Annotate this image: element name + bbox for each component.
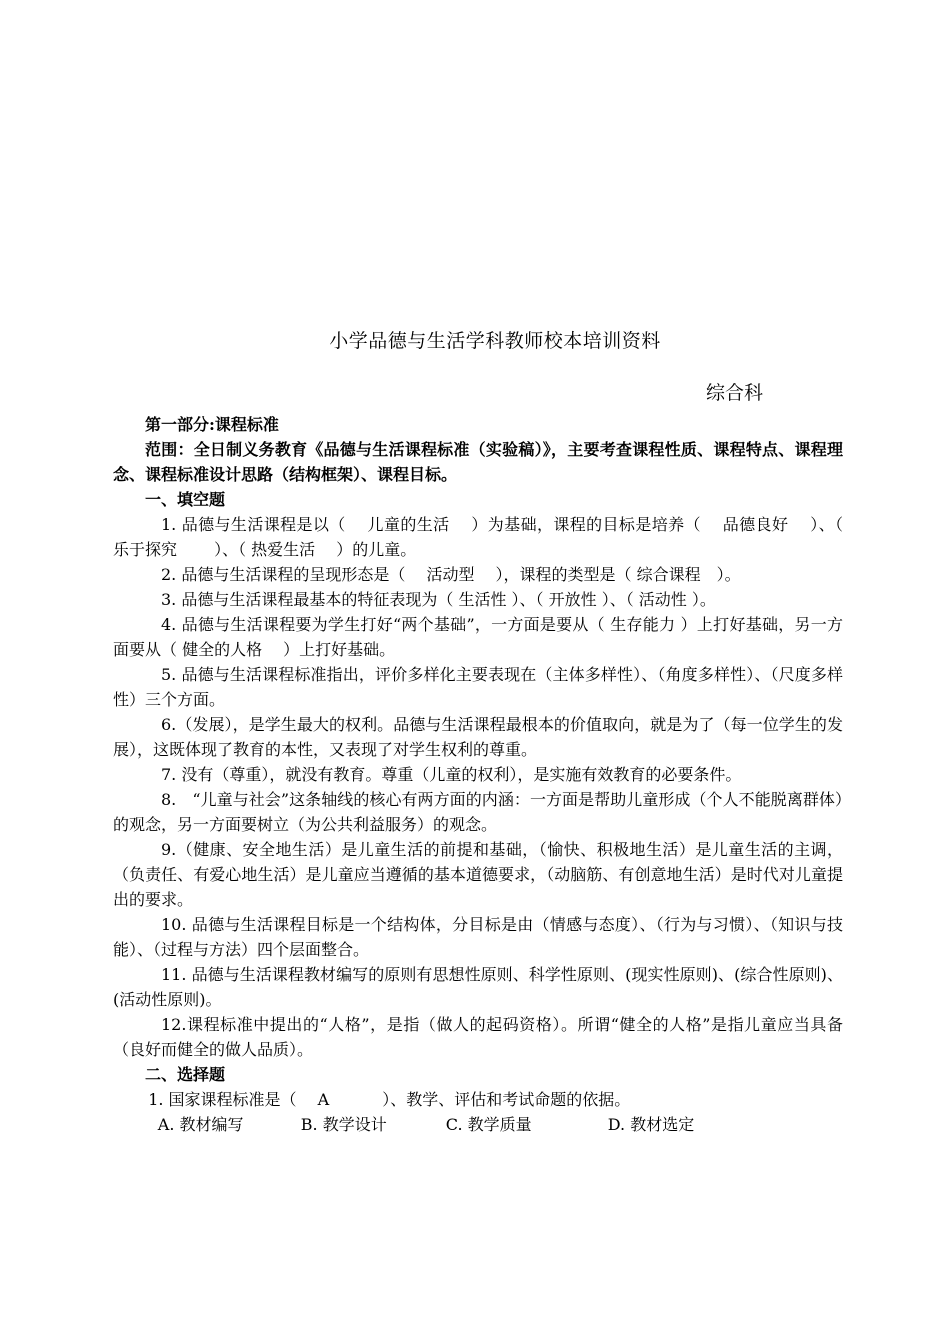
fill-item: 9.（健康、安全地生活）是儿童生活的前提和基础，（愉快、积极地生活）是儿童生活的主调，（负责任、有爱心地生活）是儿童应当遵循的基本道德要求，（动脑筋、有创意地生活）是时代对儿童提出的要求。 bbox=[113, 840, 843, 909]
fill-item: 1. 品德与生活课程是以（ 儿童的生活 ）为基础，课程的目标是培养（ 品德良好 ）、（ 乐于探究 ）、（ 热爱生活 ）的儿童。 bbox=[113, 515, 865, 559]
choice-options bbox=[113, 1112, 843, 1137]
choice-option-b: B. 教学设计 bbox=[300, 1115, 387, 1134]
section-heading-choice: 二、选择题 bbox=[145, 1065, 226, 1084]
fill-item: 4. 品德与生活课程要为学生打好“两个基础”，一方面是要从（ 生存能力 ）上打好基础，另一方面要从（ 健全的人格 ）上打好基础。 bbox=[113, 615, 843, 659]
fill-item: 10. 品德与生活课程目标是一个结构体，分目标是由（情感与态度）、（行为与习惯）、（知识与技能）、（过程与方法）四个层面整合。 bbox=[113, 915, 843, 959]
fill-item: 6.（发展），是学生最大的权利。品德与生活课程最根本的价值取向，就是为了（每一位学生的发展），这既体现了教育的本性，又表现了对学生权利的尊重。 bbox=[113, 715, 843, 759]
section-heading-fill: 一、填空题 bbox=[145, 490, 226, 509]
fill-item: 5. 品德与生活课程标准指出，评价多样化主要表现在（主体多样性）、（角度多样性）、（尺度多样性）三个方面。 bbox=[113, 665, 843, 709]
fill-item: 3. 品德与生活课程最基本的特征表现为（ 生活性 ）、（ 开放性 ）、（ 活动性 ）。 bbox=[161, 590, 716, 609]
part-heading: 第一部分:课程标准 bbox=[145, 415, 279, 434]
fill-item: 8. “儿童与社会”这条轴线的核心有两方面的内涵：一方面是帮助儿童形成（个人不能脱离群体）的观念，另一方面要树立（为公共利益服务）的观念。 bbox=[113, 790, 843, 834]
fill-item: 11. 品德与生活课程教材编写的原则有思想性原则、科学性原则、(现实性原则)、(综合性原则)、(活动性原则)。 bbox=[113, 965, 843, 1009]
choice-question: 1. 国家课程标准是（ A ）、教学、评估和考试命题的依据。 bbox=[148, 1090, 631, 1109]
choice-option-d: D. 教材选定 bbox=[607, 1115, 695, 1134]
fill-item: 12.课程标准中提出的“人格”，是指（做人的起码资格）。所谓“健全的人格”是指儿童应当具备（良好而健全的做人品质）。 bbox=[113, 1015, 843, 1059]
choice-option-a: A. 教材编写 bbox=[157, 1115, 244, 1134]
fill-item: 2. 品德与生活课程的呈现形态是（ 活动型 ），课程的类型是（ 综合课程 ）。 bbox=[161, 565, 741, 584]
document-title: 小学品德与生活学科教师校本培训资料 bbox=[329, 330, 661, 352]
choice-option-c: C. 教学质量 bbox=[445, 1115, 532, 1134]
fill-item: 7. 没有（尊重），就没有教育。尊重（儿童的权利），是实施有效教育的必要条件。 bbox=[161, 765, 742, 784]
department-label: 综合科 bbox=[706, 382, 764, 404]
scope-paragraph: 范围：全日制义务教育《品德与生活课程标准（实验稿）》，主要考查课程性质、课程特点、课程理念、课程标准设计思路（结构框架）、课程目标。 bbox=[113, 440, 843, 484]
document-body bbox=[113, 412, 865, 1137]
